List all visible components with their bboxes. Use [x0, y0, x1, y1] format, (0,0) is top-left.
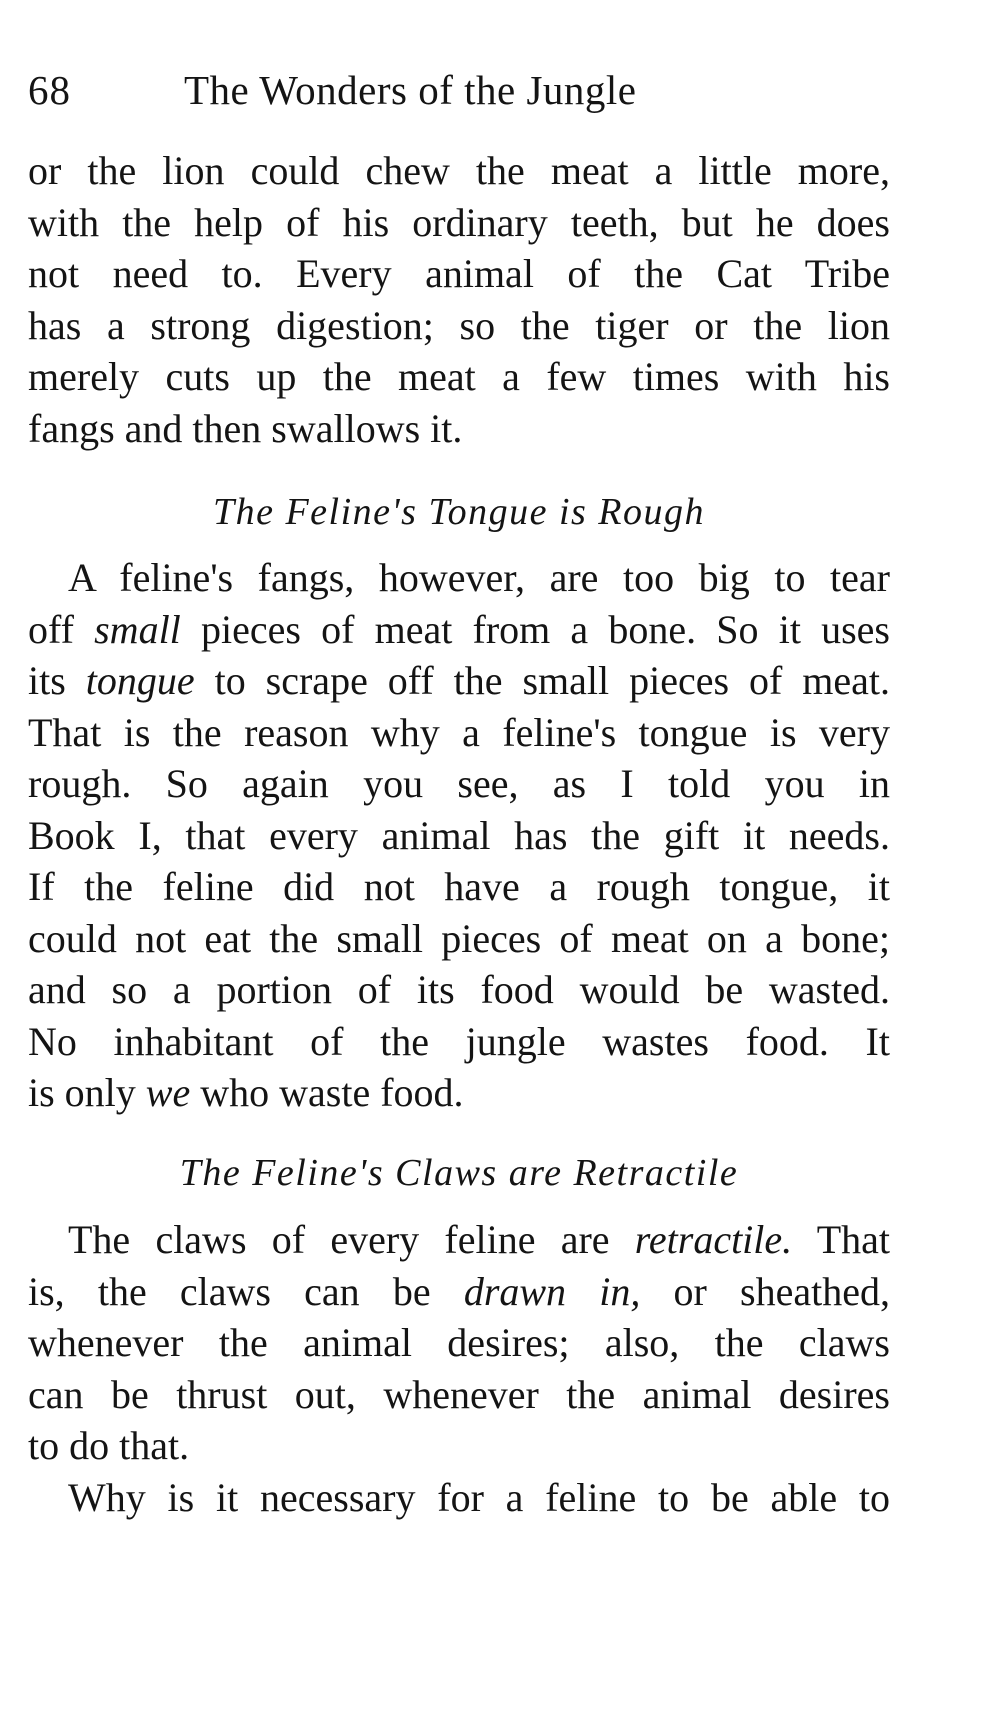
text-line: can be thrust out, whenever the animal desires: [28, 1371, 890, 1417]
section-heading-tongue: The Feline's Tongue is Rough: [212, 491, 706, 533]
text-line: or the lion could chew the meat a little more,: [28, 148, 890, 193]
text-line: whenever the animal desires; also, the claws: [28, 1320, 890, 1365]
emphasis: retractile.: [634, 1217, 793, 1262]
text-line: to do that.: [28, 1423, 190, 1468]
page-number: 68: [28, 67, 71, 113]
text-line: is, the claws can be drawn in, or sheathed,: [28, 1268, 890, 1314]
emphasis: small: [94, 606, 181, 652]
emphasis: drawn in,: [463, 1268, 641, 1314]
text-line: If the feline did not have a rough tongue, it: [28, 864, 890, 909]
paragraph-claws: [28, 1214, 890, 1523]
text-line: has a strong digestion; so the tiger or the lion: [28, 302, 890, 348]
text-line: Why is it necessary for a feline to be able to: [68, 1474, 890, 1520]
text-line: could not eat the small pieces of meat on a bone;: [28, 915, 890, 961]
text-line: Book I, that every animal has the gift it needs.: [28, 812, 890, 858]
text-line: The claws of every feline are retractile. That: [68, 1217, 890, 1262]
page-header: [28, 62, 890, 118]
text-line: with the help of his ordinary teeth, but he does: [28, 199, 890, 245]
text-line: and so a portion of its food would be wasted.: [28, 967, 890, 1012]
text-line: merely cuts up the meat a few times with his: [28, 354, 890, 399]
paragraph-tongue: [28, 552, 890, 1119]
text-line: rough. So again you see, as I told you in: [28, 761, 890, 806]
text-line: off small pieces of meat from a bone. So it uses: [28, 606, 891, 652]
text-line: That is the reason why a feline's tongue is very: [28, 709, 890, 755]
text-line: fangs and then swallows it.: [28, 405, 463, 451]
running-title: The Wonders of the Jungle: [184, 67, 637, 113]
section-heading-claws: The Feline's Claws are Retractile: [179, 1152, 739, 1194]
emphasis: we: [145, 1070, 191, 1115]
text-line: A feline's fangs, however, are too big to tear: [68, 555, 890, 600]
emphasis: tongue: [85, 658, 195, 703]
text-line: is only we who waste food.: [28, 1070, 464, 1115]
text-line: not need to. Every animal of the Cat Tribe: [28, 251, 890, 296]
text-line: No inhabitant of the jungle wastes food. It: [28, 1018, 890, 1064]
paragraph-digestion: [28, 145, 890, 454]
text-line: its tongue to scrape off the small pieces of meat.: [28, 658, 891, 703]
